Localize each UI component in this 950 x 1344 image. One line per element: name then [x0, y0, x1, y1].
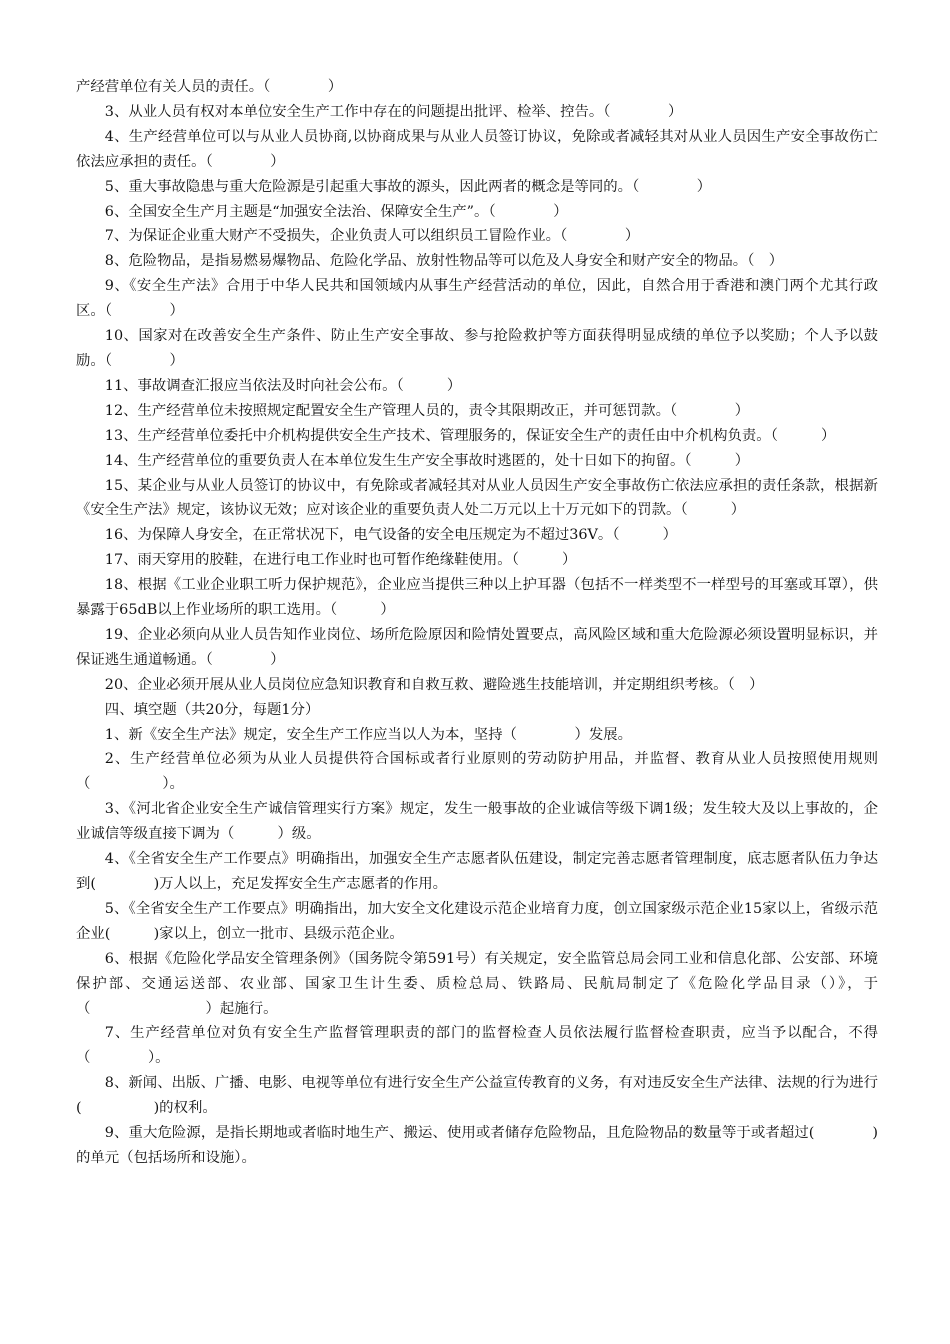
fill-item-5: 5、《全省安全生产工作要点》明确指出，加大安全文化建设示范企业培育力度，创立国家级示范企业15家以上，省级示范企业( )家以上，创立一批市、县级示范企业。 — [76, 900, 878, 942]
fill-item-8: 8、新闻、出版、广播、电影、电视等单位有进行安全生产公益宣传教育的义务，有对违反安全生产法律、法规的行为进行( )的权利。 — [76, 1075, 878, 1117]
judgment-item-11: 11、事故调查汇报应当依法及时向社会公布。（ ） — [104, 377, 462, 394]
judgment-item-20: 20、企业必须开展从业人员岗位应急知识教育和自救互救、避险逃生技能培训，并定期组织考核。（ ） — [104, 676, 764, 693]
judgment-item-10: 10、国家对在改善安全生产条件、防止生产安全事故、参与抢险救护等方面获得明显成绩的单位予以奖励；个人予以鼓励。（ ） — [76, 328, 878, 369]
judgment-item-8: 8、危险物品，是指易燃易爆物品、危险化学品、放射性物品等可以危及人身安全和财产安全的物品。（ ） — [104, 253, 784, 270]
fill-item-6: 6、根据《危险化学品安全管理条例》（国务院令第591号）有关规定，安全监管总局会同工业和信息化部、公安部、环境保护部、交通运送部、农业部、国家卫生计生委、质检总局、铁路局、民航局制定了《危险化学品目录（）》，于（ ）起施行。 — [76, 950, 878, 1017]
judgment-item-17: 17、雨天穿用的胶鞋，在进行电工作业时也可暂作绝缘鞋使用。（ ） — [104, 552, 577, 569]
judgment-item-5: 5、重大事故隐患与重大危险源是引起重大事故的源头，因此两者的概念是等同的。（ ） — [104, 178, 712, 195]
judgment-item-3: 3、从业人员有权对本单位安全生产工作中存在的问题提出批评、检举、控告。（ ） — [104, 103, 683, 120]
judgment-item-13: 13、生产经营单位委托中介机构提供安全生产技术、管理服务的，保证安全生产的责任由中介机构负责。（ ） — [104, 427, 836, 444]
fill-item-3: 3、《河北省企业安全生产诚信管理实行方案》规定，发生一般事故的企业诚信等级下调1级；发生较大及以上事故的，企业诚信等级直接下调为（ ）级。 — [76, 801, 878, 843]
fill-item-4: 4、《全省安全生产工作要点》明确指出，加强安全生产志愿者队伍建设，制定完善志愿者管理制度，底志愿者队伍力争达到( )万人以上，充足发挥安全生产志愿者的作用。 — [76, 851, 878, 892]
judgment-item-19: 19、企业必须向从业人员告知作业岗位、场所危险原因和险情处置要点，高风险区域和重大危险源必须设置明显标识，并保证逃生通道畅通。（ ） — [76, 626, 878, 668]
judgment-item-6: 6、全国安全生产月主题是“加强安全法治、保障安全生产”。（ ） — [104, 203, 568, 220]
judgment-item-9: 9、《安全生产法》合用于中华人民共和国领域内从事生产经营活动的单位，因此，自然合用于香港和澳门两个尤其行政区。（ ） — [76, 278, 878, 320]
judgment-item-14: 14、生产经营单位的重要负责人在本单位发生生产安全事故时逃匿的，处十日如下的拘留。（ ） — [104, 452, 750, 469]
fill-item-7: 7、生产经营单位对负有安全生产监督管理职责的部门的监督检查人员依法履行监督检查职责，应当予以配合，不得（ ）。 — [76, 1025, 878, 1067]
fill-item-1: 1、新《安全生产法》规定，安全生产工作应当以人为本，坚持（ ）发展。 — [104, 726, 633, 743]
judgment-item-15: 15、某企业与从业人员签订的协议中，有免除或者减轻其对从业人员因生产安全事故伤亡依法应承担的责任条款，根据新《安全生产法》规定，该协议无效；应对该企业的重要负责人处二万元以上十万元如下的罚款。（ ） — [76, 477, 878, 519]
section-heading-fill-in: 四、填空题（共20分，每题1分） — [104, 701, 320, 718]
paragraph-continuation: 产经营单位有关人员的责任。（ ） — [76, 79, 343, 95]
fill-item-9: 9、重大危险源，是指长期地或者临时地生产、搬运、使用或者储存危险物品，且危险物品的数量等于或者超过( )的单元（包括场所和设施）。 — [76, 1125, 878, 1166]
fill-item-2: 2、生产经营单位必须为从业人员提供符合国标或者行业原则的劳动防护用品，并监督、教育从业人员按照使用规则（ ）。 — [76, 751, 878, 793]
judgment-item-12: 12、生产经营单位未按照规定配置安全生产管理人员的，责令其限期改正，并可惩罚款。（ ） — [104, 402, 750, 419]
judgment-item-18: 18、根据《工业企业职工听力保护规范》，企业应当提供三种以上护耳器（包括不一样类型不一样型号的耳塞或耳罩），供暴露于65dB以上作业场所的职工选用。（ ） — [76, 577, 878, 619]
judgment-item-16: 16、为保障人身安全，在正常状况下，电气设备的安全电压规定为不超过36V。（ ） — [104, 527, 678, 544]
judgment-item-4: 4、生产经营单位可以与从业人员协商,以协商成果与从业人员签订协议，免除或者减轻其对从业人员因生产安全事故伤亡依法应承担的责任。（ ） — [76, 128, 878, 170]
judgment-item-7: 7、为保证企业重大财产不受损失，企业负责人可以组织员工冒险作业。（ ） — [104, 228, 640, 245]
